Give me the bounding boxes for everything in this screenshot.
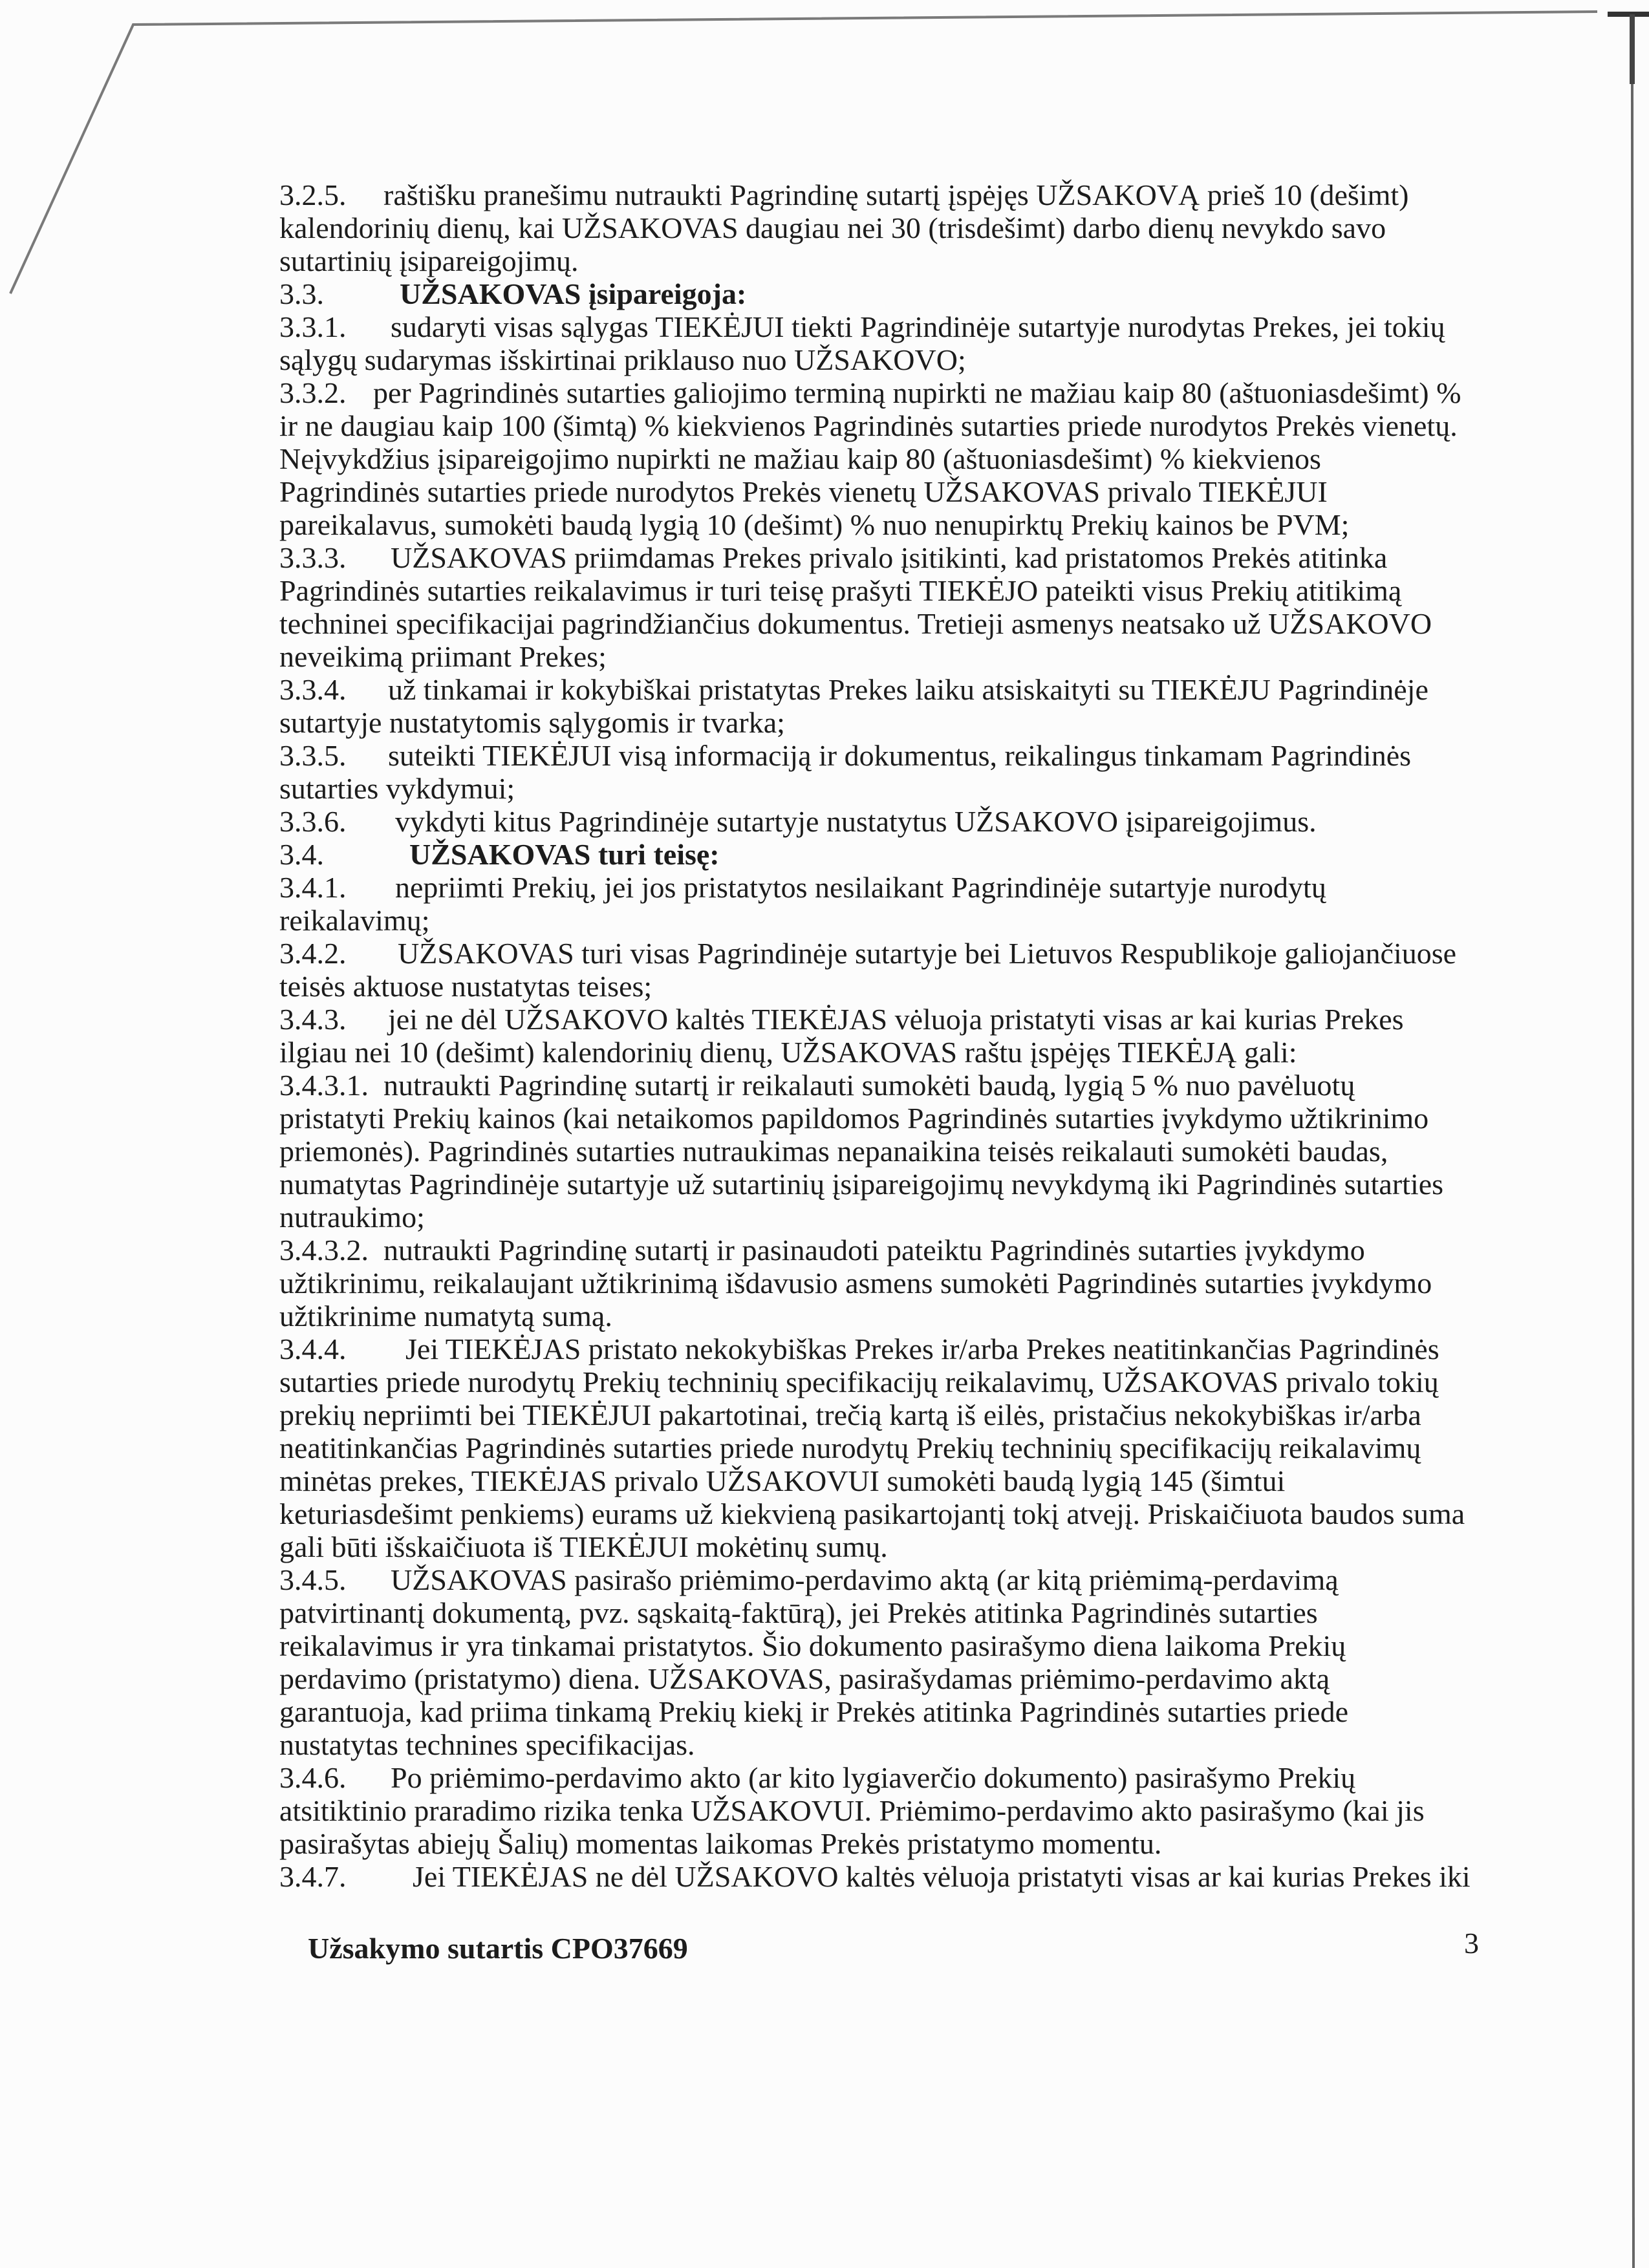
text-line: sutarties vykdymui;: [279, 772, 515, 805]
clause-number: 3.3.3.: [279, 541, 347, 574]
text-line: [279, 376, 1471, 409]
text-line: minėtas prekes, TIEKĖJAS privalo UŽSAKOVUI sumokėti baudą lygią 145 (šimtui: [279, 1464, 1286, 1497]
clause-3-4-7: [279, 1860, 1471, 1893]
text-line: perdavimo (pristatymo) diena. UŽSAKOVAS, pasirašydamas priėmimo-perdavimo aktą: [279, 1662, 1330, 1695]
clause-3-3-3: [279, 541, 1471, 673]
clause-text: Jei TIEKĖJAS ne dėl UŽSAKOVO kaltės vėluoja pristatyti visas ar kai kurias Prekes iki: [413, 1860, 1471, 1893]
clause-text: UŽSAKOVAS priimdamas Prekes privalo įsitikinti, kad pristatomos Prekės atitinka: [391, 541, 1388, 574]
text-line: [279, 1069, 1471, 1102]
text-line: keturiasdešimt penkiems) eurams už kiekvieną pasikartojantį tokį atvejį. Priskaičiuota baudos suma: [279, 1497, 1465, 1530]
clause-text: raštišku pranešimu nutraukti Pagrindinę sutartį įspėjęs UŽSAKOVĄ prieš 10 (dešimt): [383, 178, 1409, 211]
clause-number: 3.4.7.: [279, 1860, 347, 1893]
text-line: patvirtinantį dokumentą, pvz. sąskaitą-faktūrą), jei Prekės atitinka Pagrindinės sutarties: [279, 1596, 1318, 1629]
clause-3-4-3: [279, 1003, 1471, 1069]
text-line: ilgiau nei 10 (dešimt) kalendorinių dienų, UŽSAKOVAS raštu įspėjęs TIEKĖJĄ gali:: [279, 1036, 1297, 1069]
clause-number: 3.2.5.: [279, 178, 347, 211]
text-line: [279, 178, 1471, 211]
section-3-4: [279, 838, 1471, 871]
clause-3-4-3-2: [279, 1234, 1471, 1332]
clause-number: 3.4.3.2.: [279, 1234, 369, 1267]
clause-number: 3.3.5.: [279, 739, 347, 772]
clause-text: jei ne dėl UŽSAKOVO kaltės TIEKĖJAS vėluoja pristatyti visas ar kai kurias Prekes: [388, 1003, 1404, 1036]
text-line: [279, 838, 1471, 871]
clause-3-3-6: [279, 805, 1471, 838]
clause-number: 3.4.1.: [279, 871, 347, 904]
text-line: [279, 541, 1471, 574]
text-line: Pagrindinės sutarties priede nurodytos Prekės vienetų UŽSAKOVAS privalo TIEKĖJUI: [279, 475, 1328, 508]
section-number: 3.3.: [279, 277, 324, 310]
text-line: [279, 1860, 1471, 1893]
text-line: numatytas Pagrindinėje sutartyje už sutartinių įsipareigojimų nevykdymą iki Pagrindinės sutarties: [279, 1168, 1444, 1201]
clause-number: 3.4.5.: [279, 1563, 347, 1596]
clause-number: 3.3.1.: [279, 310, 347, 343]
text-line: sąlygų sudarymas išskirtinai priklauso nuo UŽSAKOVO;: [279, 343, 966, 376]
text-line: užtikrinime numatytą sumą.: [279, 1300, 612, 1332]
text-line: nustatytas technines specifikacijas.: [279, 1728, 695, 1761]
text-line: garantuoja, kad priima tinkamą Prekių kiekį ir Prekės atitinka Pagrindinės sutarties priede: [279, 1695, 1348, 1728]
section-3-3: [279, 277, 1471, 310]
text-line: [279, 1003, 1471, 1036]
text-line: sutarties priede nurodytų Prekių techninių specifikacijų reikalavimų, UŽSAKOVAS privalo tokių: [279, 1365, 1439, 1398]
section-number: 3.4.: [279, 838, 324, 871]
clause-3-4-1: [279, 871, 1471, 937]
text-line: [279, 1563, 1471, 1596]
clause-3-4-4: [279, 1332, 1471, 1563]
text-line: [279, 1332, 1471, 1365]
clause-3-4-2: [279, 937, 1471, 1003]
clause-text: suteikti TIEKĖJUI visą informaciją ir dokumentus, reikalingus tinkamam Pagrindinės: [388, 739, 1412, 772]
text-line: pristatyti Prekių kainos (kai netaikomos papildomos Pagrindinės sutarties įvykdymo užtikrinimo: [279, 1102, 1429, 1135]
clause-text: UŽSAKOVAS turi visas Pagrindinėje sutartyje bei Lietuvos Respublikoje galiojančiuose: [398, 937, 1457, 970]
text-line: Pagrindinės sutarties reikalavimus ir turi teisę prašyti TIEKĖJO pateikti visus Prekių atitikimą: [279, 574, 1402, 607]
section-heading: UŽSAKOVAS įsipareigoja:: [400, 277, 747, 310]
text-line: sutartyje nustatytomis sąlygomis ir tvarka;: [279, 706, 785, 739]
text-line: atsitiktinio praradimo rizika tenka UŽSAKOVUI. Priėmimo-perdavimo akto pasirašymo (kai jis: [279, 1794, 1425, 1827]
clause-text: už tinkamai ir kokybiškai pristatytas Prekes laiku atsiskaityti su TIEKĖJU Pagrindinėje: [388, 673, 1428, 706]
clause-number: 3.3.2.: [279, 376, 347, 409]
clause-number: 3.4.2.: [279, 937, 347, 970]
scan-right-edge: [1632, 84, 1633, 2268]
clause-text: UŽSAKOVAS pasirašo priėmimo-perdavimo aktą (ar kitą priėmimą-perdavimą: [391, 1563, 1339, 1596]
footer-title: Užsakymo sutartis CPO37669: [308, 1932, 688, 1965]
text-line: reikalavimus ir yra tinkamai pristatytos. Šio dokumento pasirašymo diena laikoma Prekių: [279, 1629, 1346, 1662]
text-line: [279, 937, 1471, 970]
text-line: priemonės). Pagrindinės sutarties nutraukimas nepanaikina teisės reikalauti sumokėti baudas,: [279, 1135, 1388, 1168]
clause-text: nepriimti Prekių, jei jos pristatytos nesilaikant Pagrindinėje sutartyje nurodytų: [395, 871, 1326, 904]
clause-text: nutraukti Pagrindinę sutartį ir reikalauti sumokėti baudą, lygią 5 % nuo pavėluotų: [383, 1069, 1355, 1102]
clause-text: sudaryti visas sąlygas TIEKĖJUI tiekti Pagrindinėje sutartyje nurodytas Prekes, jei tokių: [391, 310, 1445, 343]
clause-3-3-1: [279, 310, 1471, 376]
document-body: [279, 178, 1471, 1893]
clause-text: per Pagrindinės sutarties galiojimo terminą nupirkti ne mažiau kaip 80 (aštuoniasdešimt) %: [373, 376, 1461, 409]
text-line: teisės aktuose nustatytas teises;: [279, 970, 652, 1003]
clause-text: Jei TIEKĖJAS pristato nekokybiškas Prekes ir/arba Prekes neatitinkančias Pagrindinės: [405, 1332, 1439, 1365]
clause-text: nutraukti Pagrindinę sutartį ir pasinaudoti pateiktu Pagrindinės sutarties įvykdymo: [383, 1234, 1365, 1267]
text-line: Neįvykdžius įsipareigojimo nupirkti ne mažiau kaip 80 (aštuoniasdešimt) % kiekvienos: [279, 442, 1321, 475]
clause-3-4-5: [279, 1563, 1471, 1761]
text-line: [279, 739, 1471, 772]
text-line: pasirašytas abiejų Šalių) momentas laikomas Prekės pristatymo momentu.: [279, 1827, 1162, 1860]
text-line: gali būti išskaičiuota iš TIEKĖJUI mokėtinų sumų.: [279, 1530, 888, 1563]
clause-text: vykdyti kitus Pagrindinėje sutartyje nustatytus UŽSAKOVO įsipareigojimus.: [395, 805, 1317, 838]
clause-3-4-6: [279, 1761, 1471, 1860]
text-line: ir ne daugiau kaip 100 (šimtą) % kiekvienos Pagrindinės sutarties priede nurodytos Prekės vienetų.: [279, 409, 1458, 442]
clause-3-4-3-1: [279, 1069, 1471, 1234]
text-line: prekių nepriimti bei TIEKĖJUI pakartotinai, trečią kartą iš eilės, pristačius nekokybiškas ir/arba: [279, 1398, 1421, 1431]
clause-3-3-4: [279, 673, 1471, 739]
clause-number: 3.3.6.: [279, 805, 347, 838]
text-line: [279, 871, 1471, 904]
clause-number: 3.3.4.: [279, 673, 347, 706]
text-line: sutartinių įsipareigojimų.: [279, 244, 579, 277]
clause-number: 3.4.6.: [279, 1761, 347, 1794]
clause-number: 3.4.3.1.: [279, 1069, 369, 1102]
section-heading: UŽSAKOVAS turi teisę:: [409, 838, 720, 871]
clause-text: Po priėmimo-perdavimo akto (ar kito lygiaverčio dokumento) pasirašymo Prekių: [391, 1761, 1356, 1794]
text-line: neveikimą priimant Prekes;: [279, 640, 607, 673]
clause-3-3-2: [279, 376, 1471, 541]
text-line: [279, 805, 1471, 838]
text-line: [279, 1234, 1471, 1267]
text-line: neatitinkančias Pagrindinės sutarties priede nurodytų Prekių techninių specifikacijų reikalavimų: [279, 1431, 1421, 1464]
text-line: [279, 673, 1471, 706]
text-line: užtikrinimu, reikalaujant užtikrinimą išdavusio asmens sumokėti Pagrindinės sutarties įvykdymo: [279, 1267, 1432, 1300]
page-number: 3: [1464, 1927, 1479, 1960]
clause-number: 3.4.4.: [279, 1332, 347, 1365]
clause-3-2-5: [279, 178, 1471, 277]
text-line: techninei specifikacijai pagrindžiančius dokumentus. Tretieji asmenys neatsako už UŽSAKOVO: [279, 607, 1432, 640]
text-line: [279, 277, 1471, 310]
clause-3-3-5: [279, 739, 1471, 805]
clause-number: 3.4.3.: [279, 1003, 347, 1036]
text-line: pareikalavus, sumokėti baudą lygią 10 (dešimt) % nuo nenupirktų Prekių kainos be PVM;: [279, 508, 1350, 541]
text-line: reikalavimų;: [279, 904, 430, 937]
text-line: [279, 310, 1471, 343]
text-line: [279, 1761, 1471, 1794]
text-line: nutraukimo;: [279, 1201, 425, 1234]
text-line: kalendorinių dienų, kai UŽSAKOVAS daugiau nei 30 (trisdešimt) darbo dienų nevykdo savo: [279, 211, 1386, 244]
